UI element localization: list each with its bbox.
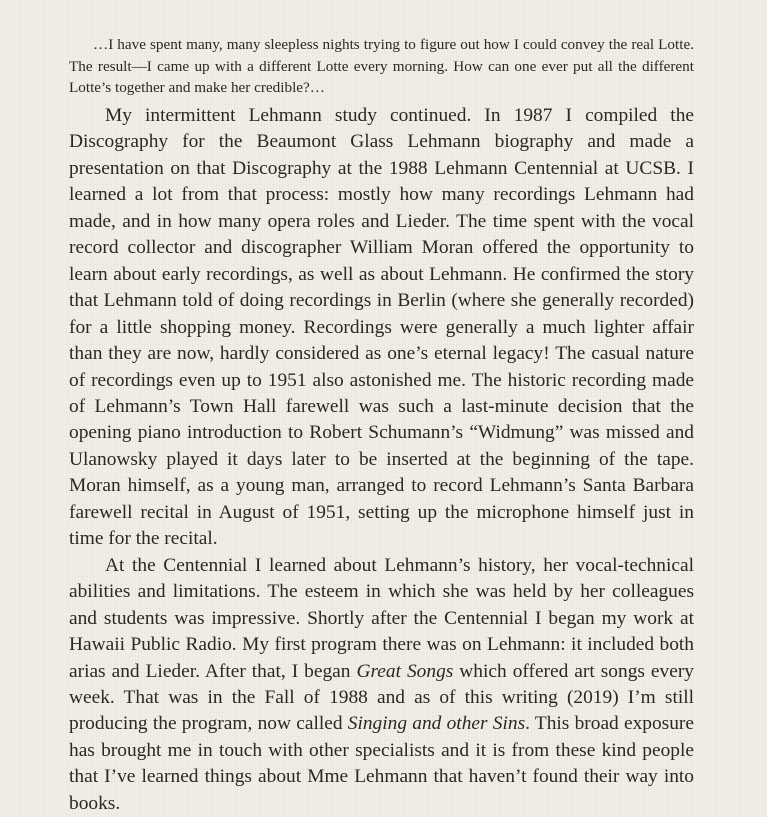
paragraph-text: . This broad exposure has brought me in touch with other specialists and it is from these kind people that I’ve learned things about Mme Lehmann that haven’t found their way into books. [69, 713, 694, 814]
paragraph-discography: My intermittent Lehmann study continued. In 1987 I compiled the Discography for the Beaumont Glass Lehmann biography and made a presentation on that Discography at the 1988 Lehmann Centennial at UCSB. I learned a lot from that process: mostly how many recordings Lehmann had made, and in how many opera roles and Lieder. The time spent with the vocal record collector and discographer William Moran offered the opportunity to learn about early recordings, as well as about Lehmann. He confirmed the story that Lehmann told of doing recordings in Berlin (where she generally recorded) for a little shopping money. Recordings were generally a much lighter affair than they are now, hardly considered as one’s eternal legacy! The casual nature of recordings even up to 1951 also astonished me. The historic recording made of Lehmann’s Town Hall farewell was such a last-minute decision that the opening piano introduction to Robert Schumann’s “Widmung” was missed and Ulanowsky played it days later to be inserted at the beginning of the tape. Moran himself, as a young man, arranged to record Lehmann’s Santa Barbara farewell recital in August of 1951, setting up the microphone himself just in time for the recital. [69, 105, 694, 550]
paragraph-text: At the Centennial I learned about Lehmann’s history, her vocal-technical abilities and limitations. The esteem in which she was held by her colleagues and students was impressive. Shortly after the Centennial I began my work at Hawaii Public Radio. My first program there was on Lehmann: it included both arias and Lieder. After that, I began [69, 554, 694, 682]
paragraph-centennial [69, 553, 694, 817]
paragraph-text: which offered art songs every week. That was in the Fall of 1988 and as of this writing (2019) I’m still producing the program, now called [69, 660, 694, 735]
block-quote: …I have spent many, many sleepless nights trying to figure out how I could convey the real Lotte. The result—I came up with a different Lotte every morning. How can one ever put all the different Lotte’s together and make her credible?… [69, 36, 694, 97]
program-title-singing-and-other-sins: Singing and other Sins [347, 713, 526, 735]
program-title-great-songs: Great Songs [356, 660, 454, 682]
body-text [69, 103, 694, 817]
